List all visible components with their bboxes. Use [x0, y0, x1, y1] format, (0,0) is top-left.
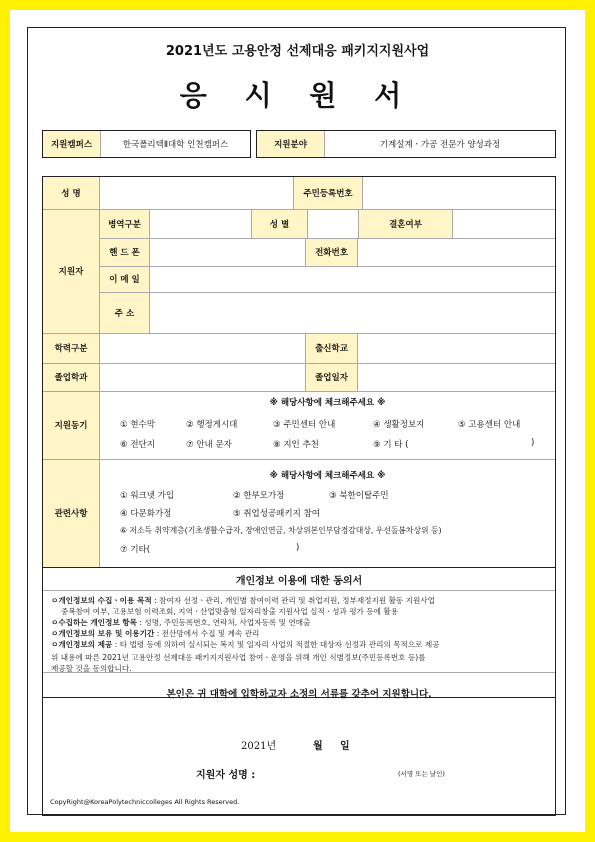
motive-option-3[interactable]: ③ 주민센터 안내	[273, 420, 336, 430]
motive-label: 지원동기	[43, 391, 100, 459]
row-divider	[43, 333, 555, 334]
field-label: 지원분야	[257, 131, 325, 157]
date-year: 2021년	[241, 741, 277, 752]
grad-date-input[interactable]	[358, 363, 555, 391]
motive-option-4[interactable]: ④ 생활정보지	[373, 420, 425, 430]
education-input[interactable]	[100, 333, 305, 363]
motive-option-9[interactable]: ⑨ 기 타 (	[373, 440, 409, 450]
row-divider	[100, 292, 555, 293]
name-label: 성 명	[43, 177, 100, 209]
row-divider	[43, 209, 555, 210]
campus-label: 지원캠퍼스	[43, 131, 101, 157]
rrn-label: 주민등록번호	[293, 177, 363, 209]
name-input[interactable]	[100, 177, 293, 209]
consent-item: 중복참여 여부, 고용보험 이력조회, 지역ㆍ산업맞춤형 일자리창출 지원사업 실적ㆍ성과 평가 등에 활용	[61, 607, 399, 616]
campus-box	[42, 130, 251, 158]
mobile-label: 핸 드 폰	[100, 238, 150, 266]
phone-label: 전화번호	[305, 238, 358, 266]
address-label: 주 소	[100, 292, 150, 333]
related-option-7[interactable]: ⑦ 기타(	[120, 545, 151, 555]
school-input[interactable]	[358, 333, 555, 363]
military-label: 병역구분	[100, 209, 150, 238]
consent-item: ㅇ수집하는 개인정보 항목 : 성명, 주민등록번호, 연락처, 사업자등록 및 연매출	[51, 618, 311, 627]
program-title: 2021년도 고용안정 선제대응 패키지지원사업	[165, 44, 430, 59]
mobile-input[interactable]	[150, 238, 305, 266]
phone-input[interactable]	[358, 238, 555, 266]
consent-item: ㅇ개인정보의 제공 : 타 법령 등에 의하여 실시되는 복지 및 일자리 사업의 적절한 대상자 선정과 관리의 목적으로 제공	[51, 640, 440, 649]
copyright-text: CopyRight@KoreaPolytechniccolleges All Rights Reserved.	[50, 798, 240, 806]
date-day[interactable]: 일	[340, 741, 350, 752]
related-label: 관련사항	[43, 459, 100, 567]
row-divider	[100, 266, 555, 267]
consent-agreement: 위 내용에 따른 2021년 고용안정 선제대응 패키지지원사업 참여ㆍ운영을 위해 개인 식별정보(주민등록번호 등)를 제공할 것을 동의합니다.	[51, 653, 426, 673]
marital-label: 결혼여부	[358, 209, 453, 238]
motive-option-5[interactable]: ⑤ 고용센터 안내	[458, 420, 521, 430]
row-divider	[43, 459, 555, 460]
related-option-6[interactable]: ⑥ 저소득 취약계층(기초생활수급자, 장애인연금, 차상위본인부담경감대상, 우선돌봄차상위 등)	[120, 526, 442, 535]
major-input[interactable]	[100, 363, 305, 391]
motive-option-7[interactable]: ⑦ 안내 문자	[186, 440, 232, 450]
gender-label: 성 별	[251, 209, 308, 238]
email-label: 이 메 일	[100, 266, 150, 292]
consent-items	[51, 595, 551, 650]
related-option-4[interactable]: ④ 다문화가정	[120, 509, 172, 519]
row-divider	[43, 391, 555, 392]
related-option-3[interactable]: ③ 북한이탈주민	[329, 491, 389, 501]
email-input[interactable]	[150, 266, 555, 292]
marital-input[interactable]	[453, 209, 555, 238]
declaration-statement: 본인은 귀 대학에 입학하고자 소정의 서류를 갖추어 지원합니다.	[166, 689, 432, 700]
motive-option-1[interactable]: ① 현수막	[120, 420, 155, 430]
date-month[interactable]: 월	[313, 741, 323, 752]
related-option-7-close: )	[296, 543, 300, 553]
military-input[interactable]	[150, 209, 251, 238]
row-divider	[43, 567, 555, 568]
school-label: 출신학교	[305, 333, 358, 363]
sign-note: (서명 또는 날인)	[398, 770, 445, 778]
field-value[interactable]: 기계설계ㆍ가공 전문가 양성과정	[379, 140, 501, 150]
signer-name-field[interactable]	[273, 764, 383, 778]
gender-input[interactable]	[308, 209, 358, 238]
application-table	[42, 176, 556, 698]
related-note: ※ 해당사항에 체크해주세요 ※	[269, 471, 386, 481]
motive-option-2[interactable]: ② 행정게시대	[186, 420, 238, 430]
motive-option-9-close: )	[531, 438, 535, 448]
consent-item: ㅇ개인정보의 보유 및 이용기간 : 전산망에서 수집 및 계속 관리	[51, 629, 260, 638]
row-divider	[43, 363, 555, 364]
rrn-input[interactable]	[363, 177, 555, 209]
consent-item: ㅇ개인정보의 수집ㆍ이용 목적 : 참여자 선정ㆍ관리, 개인별 참여이력 관리 및 취업지원, 정부재정지원 활동 지원사업	[51, 596, 435, 605]
field-box	[256, 130, 556, 158]
form-title: 응 시 원 서	[179, 79, 416, 112]
motive-option-6[interactable]: ⑥ 전단지	[120, 440, 155, 450]
row-divider	[43, 590, 555, 591]
consent-title: 개인정보 이용에 대한 동의서	[235, 576, 363, 587]
campus-value[interactable]: 한국폴리텍Ⅱ대학 인천캠퍼스	[122, 140, 229, 150]
address-input[interactable]	[150, 292, 555, 333]
major-label: 졸업학과	[43, 363, 100, 391]
motive-option-8[interactable]: ⑧ 지인 추천	[273, 440, 319, 450]
related-option-5[interactable]: ⑤ 취업성공패키지 참여	[233, 509, 320, 519]
related-option-2[interactable]: ② 한부모가정	[233, 491, 285, 501]
row-divider	[100, 238, 555, 239]
applicant-label: 지원자	[43, 209, 100, 333]
motive-note: ※ 해당사항에 체크해주세요 ※	[269, 398, 386, 408]
education-label: 학력구분	[43, 333, 100, 363]
signer-label: 지원자 성명 :	[196, 770, 256, 781]
grad-date-label: 졸업일자	[305, 363, 358, 391]
related-option-1[interactable]: ① 워크넷 가입	[120, 491, 175, 501]
